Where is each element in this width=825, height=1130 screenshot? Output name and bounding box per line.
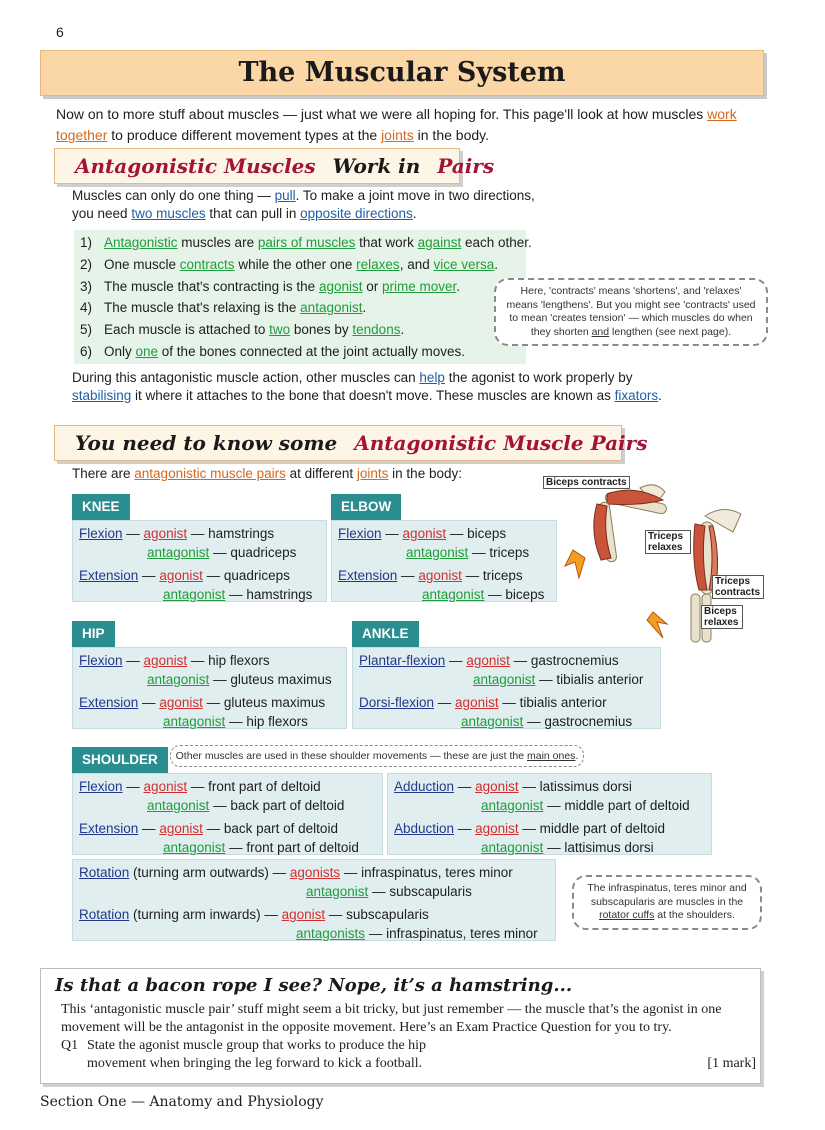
pull-paragraph [72, 187, 592, 223]
ankle-table: Plantar-flexion — agonist — gastrocnemius antagonist — tibialis anterior Dorsi-flexion — agonist — tibialis anterior antagonist — gastrocnemius [352, 647, 661, 729]
shoulder-flex-ext-table: Flexion — agonist — front part of deltoid antagonist — back part of deltoid Extension — agonist — back part of deltoid antagonist — front part of deltoid [72, 773, 383, 855]
intro-text: in the body. [413, 127, 489, 143]
antagonist-label: antagonist [163, 840, 226, 855]
summary-title: Is that a bacon rope I see? Nope, it’s a hamstring... [55, 975, 573, 996]
section-heading-antagonistic-pairs [54, 148, 495, 184]
list-item: 4) The muscle that's relaxing is the antagonist. [80, 300, 367, 316]
muscle-name: tibialis anterior [519, 695, 607, 710]
agonist-label: agonist [475, 821, 519, 836]
summary-box [40, 968, 761, 1084]
text: Muscles can only do one thing — [72, 188, 275, 203]
term-work-together: work together [56, 106, 737, 143]
agonist-label: agonist [455, 695, 499, 710]
shoulder-rotation-table: Rotation (turning arm outwards) — agonists — infraspinatus, teres minor antagonist — subscapularis Rotation (turning arm inwards) — agonist — subscapularis antagonists — infraspinatus, teres minor [72, 859, 556, 941]
muscle-name: hamstrings [246, 587, 313, 602]
intro-paragraph [56, 104, 776, 146]
footer-section-title: Section One — Anatomy and Physiology [40, 1094, 324, 1110]
movement-rotation: Rotation [79, 865, 130, 880]
movement-abduction: Abduction [394, 821, 455, 836]
movement-extension: Extension [79, 568, 139, 583]
list-item: 2) One muscle contracts while the other one relaxes, and vice versa. [80, 256, 499, 272]
muscle-name: quadriceps [230, 545, 297, 560]
shoulder-add-abd-table: Adduction — agonist — latissimus dorsi antagonist — middle part of deltoid Abduction — agonist — middle part of deltoid antagonist — lattisimus dorsi [387, 773, 712, 855]
question-mark: [1 mark] [707, 1056, 756, 1071]
muscle-name: infraspinatus, teres minor [361, 865, 513, 880]
antagonist-label: antagonist [481, 840, 544, 855]
antagonist-label: antagonist [163, 587, 226, 602]
movement-flexion: Flexion [79, 526, 123, 541]
muscle-name: lattisimus dorsi [564, 840, 654, 855]
knee-table: Flexion — agonist — hamstrings antagonist — quadriceps Extension — agonist — quadriceps antagonist — hamstrings [72, 520, 327, 602]
label-triceps-relaxes: Triceps relaxes [645, 530, 691, 554]
list-item: 5) Each muscle is attached to two bones by tendons. [80, 322, 405, 338]
section-heading-muscle-pairs [54, 425, 648, 461]
muscle-name: back part of deltoid [230, 798, 345, 813]
muscle-name: middle part of deltoid [539, 821, 665, 836]
exam-question [61, 1037, 756, 1073]
term-help: help [419, 370, 445, 385]
heading-part: Antagonistic Muscles [75, 154, 316, 178]
agonist-label: agonists [289, 865, 341, 880]
text: . To make a joint move in two directions, [295, 188, 535, 203]
antagonist-label: antagonist [422, 587, 485, 602]
movement-extension: Extension [338, 568, 398, 583]
antagonist-label: antagonist [473, 672, 536, 687]
question-text: State the agonist muscle group that works to produce the hip movement when bringing the leg forward to kick a football. [87, 1038, 427, 1071]
movement-flexion: Flexion [79, 653, 123, 668]
muscle-name: gluteus maximus [223, 695, 326, 710]
muscle-name: subscapularis [346, 907, 429, 922]
muscle-name: infraspinatus, teres minor [386, 926, 538, 941]
antagonist-label: antagonists [296, 926, 366, 941]
muscle-name: triceps [482, 568, 523, 583]
term-pull: pull [274, 188, 296, 203]
rotator-cuff-note: The infraspinatus, teres minor and subscapularis are muscles in the rotator cuffs at the shoulders. [572, 875, 762, 930]
list-item: 1) Antagonistic muscles are pairs of muscles that work against each other. [80, 235, 532, 250]
muscle-name: subscapularis [389, 884, 472, 899]
term-joints: joints [356, 466, 389, 481]
label-biceps-contracts: Biceps contracts [543, 476, 630, 489]
list-item: 3) The muscle that's contracting is the agonist or prime mover. [80, 278, 461, 294]
pairs-intro: There are antagonistic muscle pairs at different joints in the body: [72, 466, 462, 481]
muscle-name: front part of deltoid [246, 840, 359, 855]
note-text: lengthen (see next page). [609, 325, 732, 338]
agonist-label: agonist [475, 779, 519, 794]
antagonist-label: antagonist [147, 798, 210, 813]
rotation-direction: (turning arm outwards) — [129, 865, 290, 880]
summary-paragraph: This ‘antagonistic muscle pair’ stuff might seem a bit tricky, but just remember — the muscle that’s the agonist in one movement will be the antagonist in the opposite movement. Here’s an Exam Practice Question for you to try. [61, 1002, 722, 1035]
agonist-label: agonist [159, 695, 203, 710]
agonist-label: agonist [143, 779, 188, 794]
fixators-paragraph: During this antagonistic muscle action, other muscles can help the agonist to work properly by stabilising it where it attaches to the bone that doesn't move. These muscles are known as fixators. [72, 370, 662, 403]
movement-adduction: Adduction [394, 779, 455, 794]
muscle-name: gastrocnemius [530, 653, 619, 668]
page-number: 6 [56, 24, 64, 40]
knee-header: KNEE [72, 494, 130, 520]
movement-flexion: Flexion [79, 779, 123, 794]
summary-text [61, 1001, 756, 1073]
muscle-name: biceps [467, 526, 507, 541]
heading-part: Antagonistic Muscle Pairs [354, 431, 648, 455]
term-opposite-directions: opposite directions [300, 206, 413, 221]
hip-header: HIP [72, 621, 115, 647]
question-number: Q1 [61, 1038, 79, 1053]
muscle-name: hamstrings [208, 526, 275, 541]
agonist-label: agonist [159, 821, 203, 836]
heading-part: Pairs [437, 154, 495, 178]
movement-dorsi-flexion: Dorsi-flexion [359, 695, 435, 710]
muscle-name: hip flexors [208, 653, 270, 668]
arm-muscles-diagram [545, 470, 780, 650]
page-title-banner [40, 50, 764, 96]
agonist-label: agonist [418, 568, 462, 583]
elbow-header: ELBOW [331, 494, 401, 520]
term-joints: joints [381, 127, 414, 143]
hip-table: Flexion — agonist — hip flexors antagonist — gluteus maximus Extension — agonist — gluteus maximus antagonist — hip flexors [72, 647, 347, 729]
movement-plantar-flexion: Plantar-flexion [359, 653, 446, 668]
heading-part: You need to know some [75, 431, 345, 455]
text: you need [72, 206, 132, 221]
note-text: Here, 'contracts' means 'shortens', and 'relaxes' means 'lengthens'. But you might see 'contracts' used to mean 'creates tension' — which muscles do when they shorten [506, 285, 756, 338]
muscle-name: triceps [489, 545, 530, 560]
agonist-label: agonist [143, 653, 188, 668]
list-item: 6) Only one of the bones connected at the joint actually moves. [80, 343, 465, 359]
muscle-name: tibialis anterior [556, 672, 644, 687]
movement-extension: Extension [79, 821, 139, 836]
antagonist-label: antagonist [163, 714, 226, 729]
shoulder-header: SHOULDER [72, 747, 168, 773]
rotation-direction: (turning arm inwards) — [129, 907, 282, 922]
downward-arrow-icon [647, 612, 667, 638]
elbow-table: Flexion — agonist — biceps antagonist — triceps Extension — agonist — triceps antagonist — biceps [331, 520, 557, 602]
agonist-label: agonist [143, 526, 188, 541]
muscle-name: quadriceps [223, 568, 290, 583]
facts-list [80, 232, 532, 363]
page-title: The Muscular System [238, 57, 566, 88]
antagonist-label: antagonist [147, 545, 210, 560]
antagonist-label: antagonist [147, 672, 210, 687]
antagonist-label: antagonist [481, 798, 544, 813]
antagonist-label: antagonist [406, 545, 469, 560]
movement-flexion: Flexion [338, 526, 382, 541]
text: . [412, 206, 417, 221]
heading-part: Work in [325, 154, 428, 178]
agonist-label: agonist [159, 568, 203, 583]
agonist-label: agonist [402, 526, 447, 541]
muscle-name: gastrocnemius [544, 714, 633, 729]
muscle-name: latissimus dorsi [539, 779, 632, 794]
intro-text: to produce different movement types at the [107, 127, 382, 143]
ankle-header: ANKLE [352, 621, 419, 647]
muscle-name: hip flexors [246, 714, 308, 729]
term-pairs: antagonistic muscle pairs [134, 466, 286, 481]
note-text: and [591, 325, 610, 338]
muscle-name: middle part of deltoid [564, 798, 690, 813]
muscle-name: gluteus maximus [230, 672, 332, 687]
muscle-name: front part of deltoid [208, 779, 321, 794]
term-stabilising: stabilising [72, 388, 132, 403]
intro-text: Now on to more stuff about muscles — just what we were all hoping for. This page'll look at how muscles [56, 106, 708, 122]
text: that can pull in [205, 206, 301, 221]
antagonist-label: antagonist [461, 714, 524, 729]
shoulder-note: Other muscles are used in these shoulder movements — these are just the main ones. [170, 745, 584, 767]
muscle-name: biceps [505, 587, 545, 602]
term-two-muscles: two muscles [131, 206, 206, 221]
upward-arrow-icon [565, 550, 585, 578]
label-triceps-contracts: Triceps contracts [712, 575, 764, 599]
movement-rotation: Rotation [79, 907, 130, 922]
label-biceps-relaxes: Biceps relaxes [701, 605, 743, 629]
movement-extension: Extension [79, 695, 139, 710]
term-fixators: fixators [614, 388, 659, 403]
contracts-note [494, 278, 768, 346]
agonist-label: agonist [466, 653, 510, 668]
antagonist-label: antagonist [306, 884, 369, 899]
agonist-label: agonist [281, 907, 326, 922]
muscle-name: back part of deltoid [223, 821, 338, 836]
